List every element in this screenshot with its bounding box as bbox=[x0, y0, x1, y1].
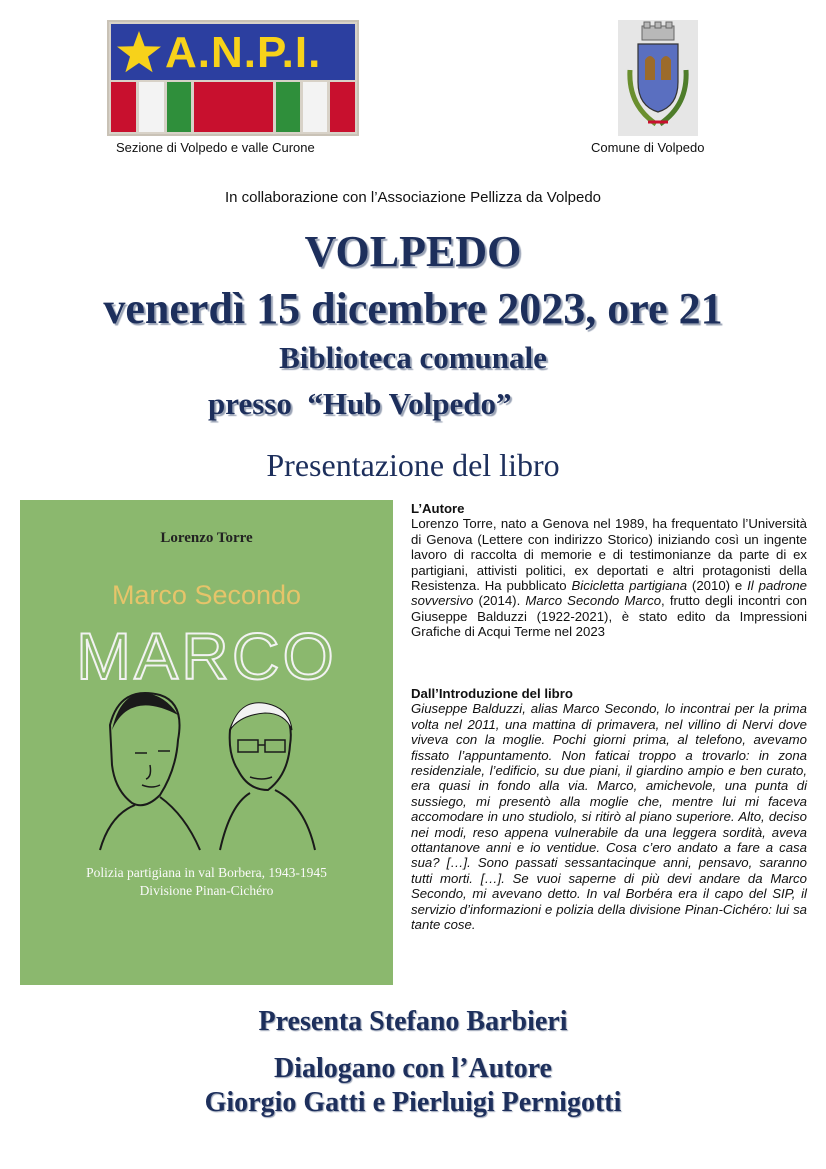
book-title-1: Bicicletta partigiana bbox=[571, 578, 688, 594]
book-cover-line2: Divisione Pinan-Cichéro bbox=[139, 883, 274, 898]
anpi-logo-text: A.N.P.I. bbox=[165, 28, 322, 77]
portrait-sketch-icon bbox=[90, 685, 330, 855]
speakers-line: Giorgio Gatti e Pierluigi Pernigotti bbox=[204, 1087, 622, 1118]
book-author: Lorenzo Torre bbox=[160, 530, 253, 546]
coat-of-arms-icon bbox=[618, 20, 698, 136]
event-venue-detail: presso “Hub Volpedo” bbox=[208, 386, 512, 421]
about-author-text bbox=[411, 516, 807, 639]
event-intro: Presentazione del libro bbox=[266, 447, 560, 483]
book-cover-line1: Polizia partigiana in val Borbera, 1943-1945 bbox=[86, 865, 327, 880]
collaboration-note: In collaborazione con l’Associazione Pellizza da Volpedo bbox=[224, 189, 602, 206]
about-author-section bbox=[411, 501, 807, 640]
presenter-line: Presenta Stefano Barbieri bbox=[258, 1006, 568, 1037]
anpi-caption: Sezione di Volpedo e valle Curone bbox=[116, 140, 315, 155]
introduction-heading: Dall’Introduzione del libro bbox=[411, 686, 573, 701]
event-datetime: venerdì 15 dicembre 2023, ore 21 bbox=[103, 284, 723, 333]
event-city: VOLPEDO bbox=[304, 227, 522, 276]
dialog-line: Dialogano con l’Autore bbox=[274, 1053, 552, 1084]
book-subtitle: Marco Secondo bbox=[111, 580, 302, 610]
anpi-flag-stripes bbox=[111, 82, 355, 132]
event-venue: Biblioteca comunale bbox=[279, 340, 547, 375]
star-icon bbox=[115, 28, 163, 76]
about-author-heading: L’Autore bbox=[411, 501, 465, 516]
about-author-text-part: , frutto degli incontri con Giuseppe Balduzzi (1922-2021), è stato edito da Impressioni Grafiche di Acqui Terme nel 2023 bbox=[411, 593, 807, 640]
comune-caption: Comune di Volpedo bbox=[591, 140, 705, 155]
book-title-3: Marco Secondo Marco bbox=[525, 593, 662, 609]
book-title-2: Il padrone sovversivo bbox=[411, 578, 808, 609]
comune-crest bbox=[618, 20, 698, 136]
about-author-text-part: (2010) e bbox=[687, 578, 748, 594]
book-cover bbox=[20, 500, 393, 985]
introduction-text: Giuseppe Balduzzi, alias Marco Secondo, lo incontrai per la prima volta nel 2011, una mattina di primavera, nel villino di Nervi dove viveva con la moglie. Pochi giorni prima, al telefono, avevamo fissato l’appuntamento. Non faticai troppo a trovarlo: in zona residenziale, l’edificio, su due piani, il giardino ampio e ben curato, era quasi in fondo alla via. Marco, amichevole, una punta di sussiego, mi presentò alla moglie che, mentre lui mi faceva accomodare in uno studiolo, si ritirò al piano superiore. Alto, deciso nei modi, reso appena vulnerabile da una leggera sordità, aveva ottantanove anni e io ventidue. Cosa c’ero andato a fare a casa sua? […]. Sono passati sessantacinque anni, pensavo, saranno tutti morti. […]. Se vuoi saperne di più devi andare da Marco Secondo, mi avevano detto. In val Borbéra era il capo del SIP, il servizio d’informazioni e polizia della divisione Pinan-Cichéro: lui sa tante cose. bbox=[411, 701, 807, 933]
introduction-section bbox=[411, 686, 807, 933]
book-title: MARCO bbox=[76, 619, 337, 693]
anpi-logo bbox=[107, 20, 359, 136]
about-author-text-part: (2014). bbox=[473, 593, 526, 609]
about-author-text-part: Lorenzo Torre, nato a Genova nel 1989, ha frequentato l’Università di Genova (Lettere con indirizzo Storico) iniziando così un ingente lavoro di raccolta di memorie e di testimonianze da parte di ex partigiani, attivisti politici, ex deportati e altri protagonisti della Resistenza. Ha pubblicato bbox=[411, 516, 807, 594]
